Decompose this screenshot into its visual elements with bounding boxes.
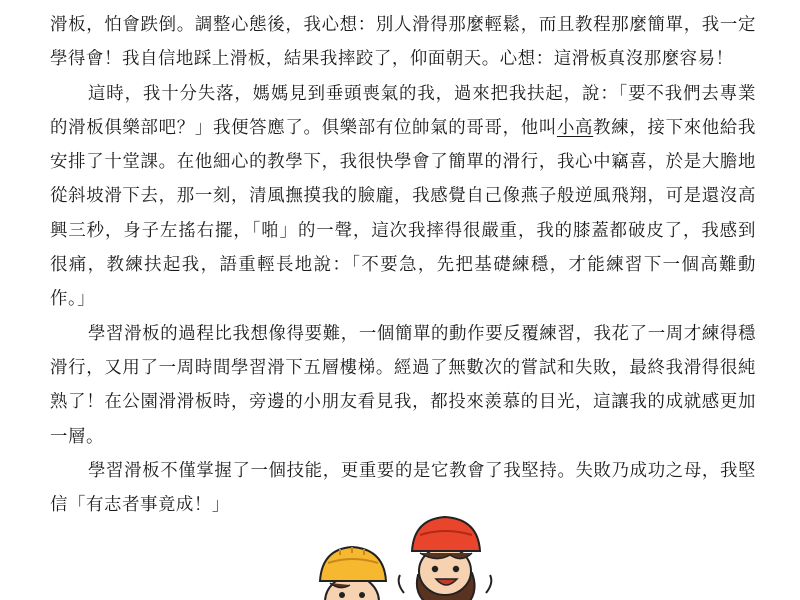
paragraph-1: 滑板，怕會跌倒。調整心態後，我心想：別人滑得那麼輕鬆，而且教程那麼簡單，我一定學得會！我自信地踩上滑板，結果我摔跤了，仰面朝天。心想：這滑板真沒那麼容易！: [50, 15, 756, 70]
kids-helmets-icon: [300, 505, 500, 600]
paragraph-3: 學習滑板的過程比我想像得要難，一個簡單的動作要反覆練習，我花了一周才練得穩滑行，又用了一周時間學習滑下五層樓梯。經過了無數次的嘗試和失敗，最終我滑得很純熟了！在公園滑滑板時，旁邊的小朋友看見我，都投來羨慕的目光，這讓我的成就感更加一層。: [50, 323, 756, 447]
essay-body: [50, 8, 756, 522]
coach-name: 小高: [556, 117, 594, 138]
child-yellow-helmet: [320, 547, 386, 600]
paragraph-2: [50, 77, 756, 317]
child-red-helmet: [399, 517, 492, 600]
paragraph-4: 學習滑板不僅掌握了一個技能，更重要的是它教會了我堅持。失敗乃成功之母，我堅信「有志者事竟成！」: [50, 460, 756, 516]
paragraph-2-part-a: 這時，我十分失落，媽媽見到垂頭喪氣的我，過來把我扶起，說：「要不我們去專業的滑板俱樂部吧？」我便答應了。俱樂部有位帥氣的哥哥，他叫: [50, 83, 756, 138]
paragraph-2-part-b: 教練，接下來他給我安排了十堂課。在他細心的教學下，我很快學會了簡單的滑行，我心中竊喜，於是大膽地從斜坡滑下去，那一刻，清風撫摸我的臉龐，我感覺自己像燕子般逆風飛翔，可是還沒高興三秒，身子左搖右擺，「啪」的一聲，這次我摔得很嚴重，我的膝蓋都破皮了，我感到很痛，教練扶起我，語重輕長地說：「不要急，先把基礎練穩，才能練習下一個高難動作。」: [50, 117, 757, 310]
